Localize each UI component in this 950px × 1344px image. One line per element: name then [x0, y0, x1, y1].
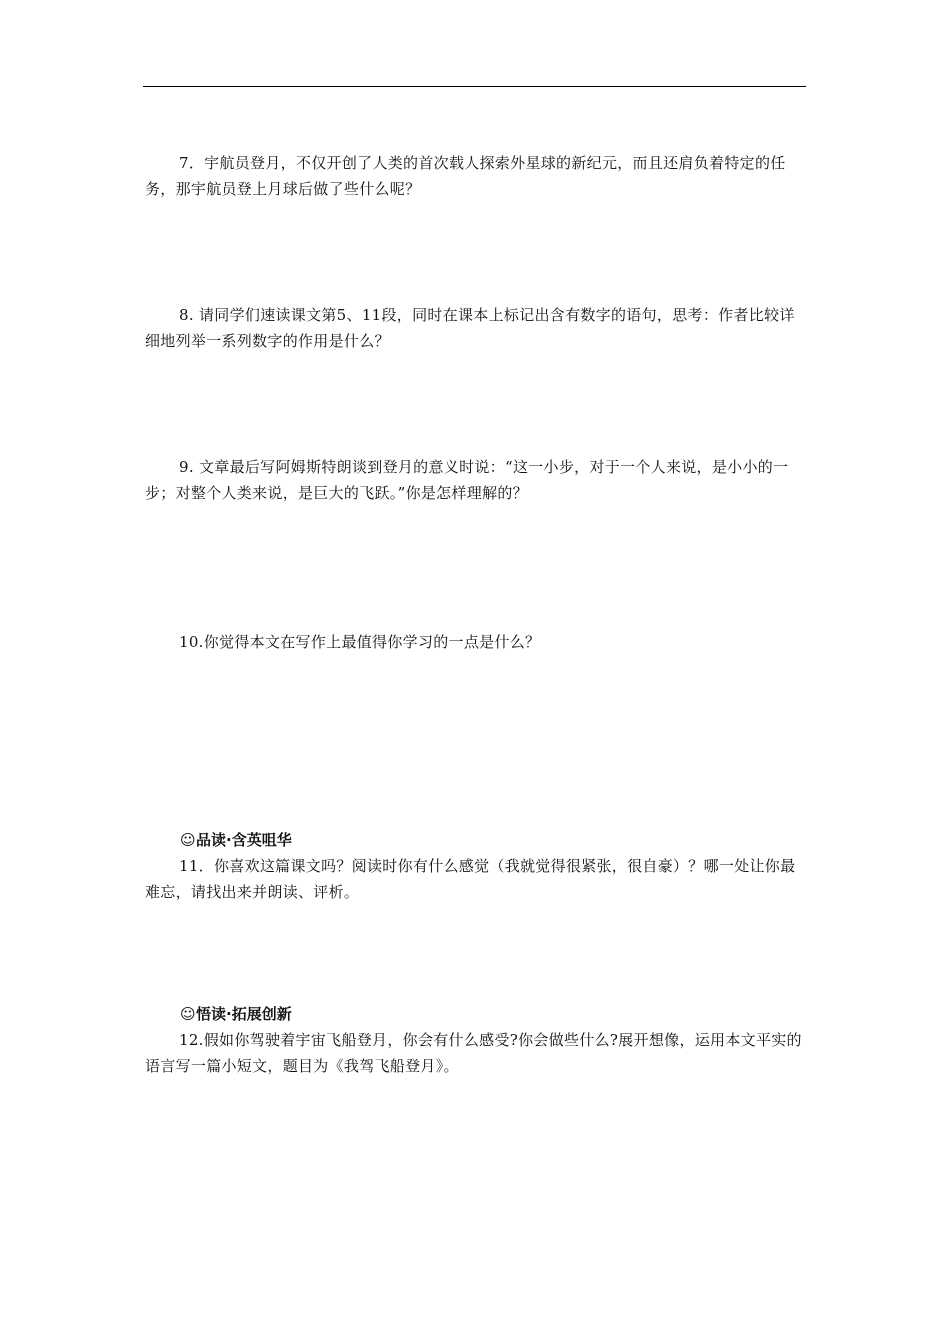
- question-8: [145, 302, 808, 354]
- question-9-text: 9. 文章最后写阿姆斯特朗谈到登月的意义时说：“这一小步，对于一个人来说，是小小的一步；对整个人类来说，是巨大的飞跃。”你是怎样理解的？: [145, 458, 789, 502]
- header-rule: [143, 86, 806, 87]
- question-9: [145, 454, 808, 506]
- section-heading-pindu: [180, 829, 292, 851]
- question-7-text: 7．宇航员登月，不仅开创了人类的首次载人探索外星球的新纪元，而且还肩负着特定的任务，那宇航员登上月球后做了些什么呢？: [145, 154, 786, 198]
- question-11-text: 11．你喜欢这篇课文吗？阅读时你有什么感觉（我就觉得很紧张，很自豪）？哪一处让你最难忘，请找出来并朗读、评析。: [145, 857, 796, 901]
- question-10: [145, 629, 808, 655]
- question-11: [145, 853, 808, 905]
- question-7: [145, 150, 808, 202]
- section-title: 品读·含英咀华: [196, 831, 292, 849]
- smile-icon: ☺: [180, 1005, 196, 1023]
- question-12: [145, 1027, 808, 1079]
- section-title: 悟读·拓展创新: [196, 1005, 292, 1023]
- section-heading-wudu: [180, 1003, 292, 1025]
- question-12-text: 12.假如你驾驶着宇宙飞船登月，你会有什么感受?你会做些什么?展开想像，运用本文平实的语言写一篇小短文，题目为《我驾飞船登月》。: [145, 1031, 802, 1075]
- question-10-text: 10.你觉得本文在写作上最值得你学习的一点是什么？: [179, 633, 541, 651]
- smile-icon: ☺: [180, 831, 196, 849]
- question-8-text: 8. 请同学们速读课文第5、11段，同时在课本上标记出含有数字的语句，思考：作者比较详细地列举一系列数字的作用是什么？: [145, 306, 795, 350]
